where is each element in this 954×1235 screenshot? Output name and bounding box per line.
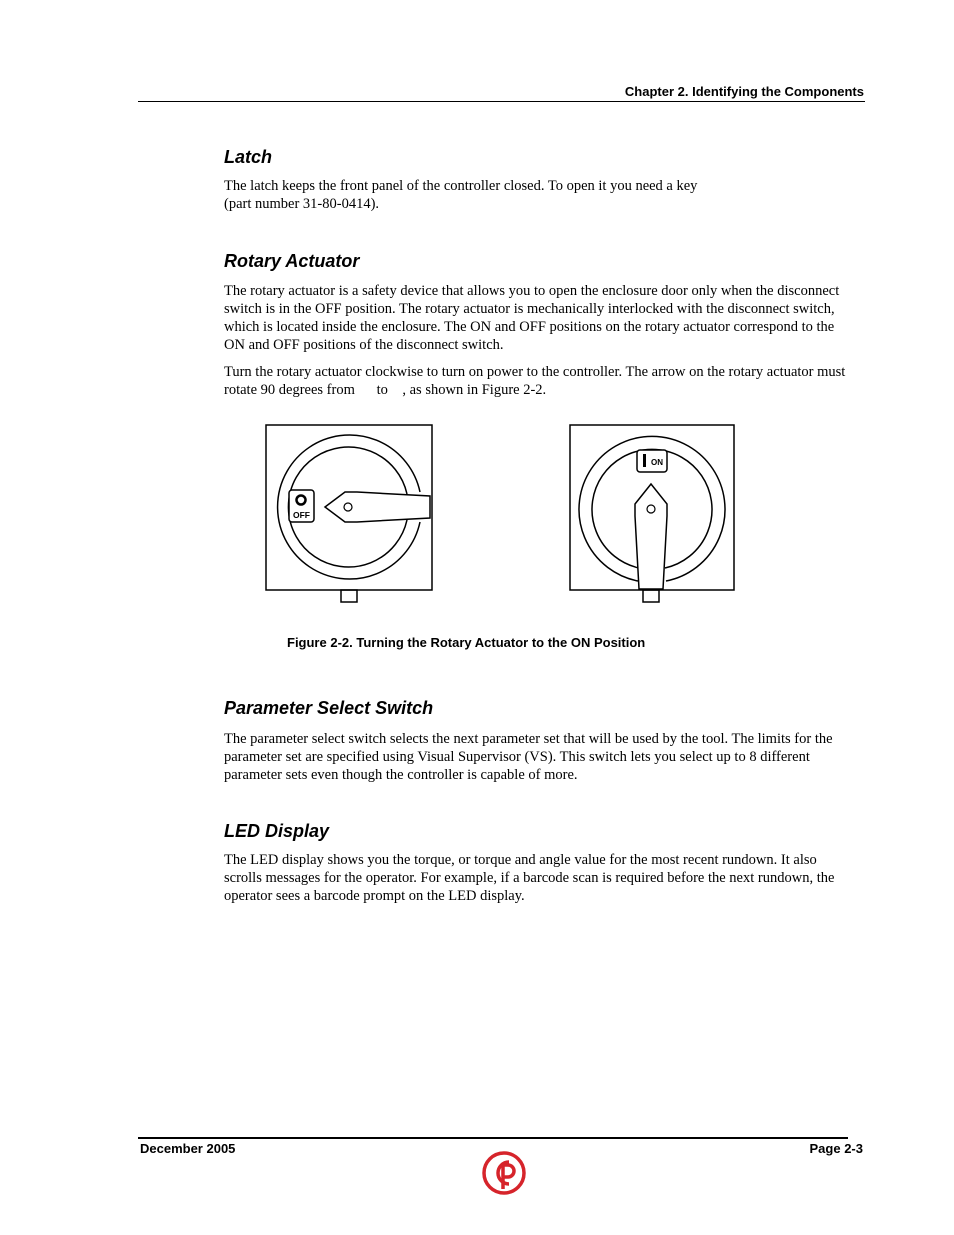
footer-rule [138,1137,848,1139]
section-title-latch: Latch [224,147,273,167]
footer-page-number: Page 2-3 [809,1141,863,1156]
section-title-led-display: LED Display [224,821,330,841]
on-label: ON [651,458,663,467]
actuator-off-diagram [265,424,433,604]
latch-line-2: (part number 31-80-0414). [224,196,380,212]
latch-line-1: The latch keeps the front panel of the controller closed. To open it you need a key [224,178,698,194]
section-title-parameter-select: Parameter Select Switch [224,698,434,718]
company-logo-icon [482,1151,526,1195]
figure-caption: Figure 2-2. Turning the Rotary Actuator to the ON Position [287,635,646,650]
off-label: OFF [293,510,310,520]
led-paragraph: The LED display shows you the torque, or torque and angle value for the most recent rundown. It also scrolls messages for the operator. For example, if a barcode scan is required before the next rundown, the operator sees a barcode prompt on the LED display. [224,852,835,904]
parameter-paragraph: The parameter select switch selects the next parameter set that will be used by the tool. The limits for the parameter set are specified using Visual Supervisor (VS). This switch lets you select up to 8 different parameter sets even though the controller is capable of more. [224,731,833,783]
header-rule [138,101,865,102]
actuator-on-diagram [569,424,737,604]
section-title-rotary-actuator: Rotary Actuator [224,251,360,271]
running-header: Chapter 2. Identifying the Components [624,84,864,99]
rotary-paragraph-2: Turn the rotary actuator clockwise to turn on power to the controller. The arrow on the rotary actuator must rotate 90 degrees from to , as shown in Figure 2-2. [224,364,849,398]
rotary-paragraph-1: The rotary actuator is a safety device that allows you to open the enclosure door only when the disconnect switch is in the OFF position. The rotary actuator is mechanically interlocked with the disconnect switch, which is located inside the enclosure. The ON and OFF positions on the rotary actuator correspond to the ON and OFF positions of the disconnect switch. [224,283,840,353]
latch-paragraph [224,177,864,213]
footer-date: December 2005 [140,1141,236,1156]
